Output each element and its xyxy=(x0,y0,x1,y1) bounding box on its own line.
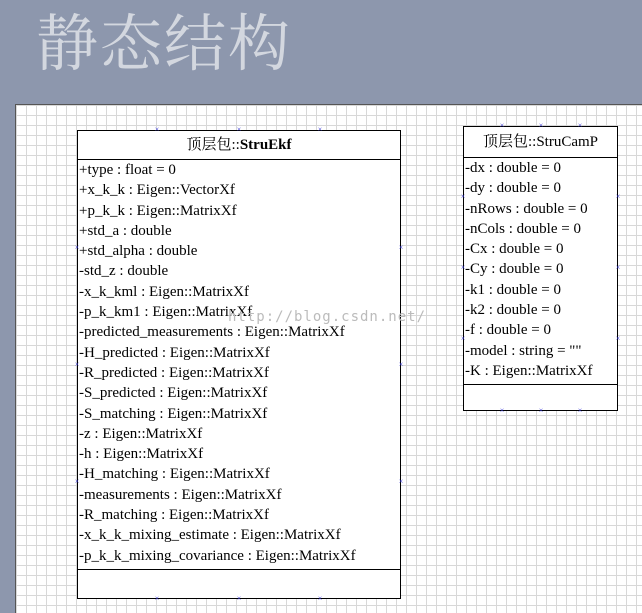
connection-handle-icon[interactable]: × xyxy=(499,121,505,130)
connection-handle-icon[interactable]: × xyxy=(460,192,466,201)
attribute-row[interactable]: -nRows : double = 0 xyxy=(465,200,588,217)
connection-handle-icon[interactable]: × xyxy=(236,594,242,603)
attribute-row[interactable]: -S_predicted : Eigen::MatrixXf xyxy=(79,385,268,402)
watermark-text: http://blog.csdn.net/ xyxy=(228,309,427,325)
attribute-row[interactable]: -f : double = 0 xyxy=(465,322,551,339)
connection-handle-icon[interactable]: × xyxy=(398,243,404,252)
connection-handle-icon[interactable]: × xyxy=(538,121,544,130)
connection-handle-icon[interactable]: × xyxy=(499,406,505,415)
attribute-compartment xyxy=(464,157,617,384)
class-name: StruEkf xyxy=(239,137,292,153)
scope-separator: :: xyxy=(527,134,537,150)
attribute-row[interactable]: -x_k_kml : Eigen::MatrixXf xyxy=(79,283,249,300)
class-box-struekf[interactable] xyxy=(77,130,401,599)
attribute-row[interactable]: -R_predicted : Eigen::MatrixXf xyxy=(79,364,269,381)
connection-handle-icon[interactable]: × xyxy=(236,125,242,134)
attribute-row[interactable]: -dx : double = 0 xyxy=(465,160,561,176)
connection-handle-icon[interactable]: × xyxy=(74,477,80,486)
class-name-struekf xyxy=(78,131,400,159)
attribute-row[interactable]: -k2 : double = 0 xyxy=(465,302,561,319)
connection-handle-icon[interactable]: × xyxy=(615,192,621,201)
attribute-row[interactable]: -Cy : double = 0 xyxy=(465,261,564,278)
connection-handle-icon[interactable]: × xyxy=(615,334,621,343)
attribute-row[interactable]: -x_k_k_mixing_estimate : Eigen::MatrixXf xyxy=(79,527,341,544)
connection-handle-icon[interactable]: × xyxy=(154,594,160,603)
attribute-row[interactable]: -nCols : double = 0 xyxy=(465,220,581,237)
class-name-strucamp xyxy=(464,127,617,157)
attribute-row[interactable]: -predicted_measurements : Eigen::MatrixXf xyxy=(79,324,345,341)
attribute-row[interactable]: -model : string = "" xyxy=(465,342,582,359)
connection-handle-icon[interactable]: × xyxy=(398,360,404,369)
connection-handle-icon[interactable]: × xyxy=(74,360,80,369)
connection-handle-icon[interactable]: × xyxy=(460,263,466,272)
attribute-row[interactable]: -h : Eigen::MatrixXf xyxy=(79,446,204,463)
connection-handle-icon[interactable]: × xyxy=(317,125,323,134)
diagram-title: 静态结构 xyxy=(36,7,293,80)
connection-handle-icon[interactable]: × xyxy=(538,406,544,415)
attribute-row[interactable]: +std_alpha : double xyxy=(79,243,198,260)
attribute-row[interactable]: -std_z : double xyxy=(79,263,169,280)
attribute-row[interactable]: -K : Eigen::MatrixXf xyxy=(465,362,593,379)
connection-handle-icon[interactable]: × xyxy=(460,334,466,343)
attribute-row[interactable]: -dy : double = 0 xyxy=(465,180,561,197)
attribute-row[interactable]: -p_k_km1 : Eigen::MatrixXf xyxy=(79,304,253,321)
class-box-strucamp[interactable] xyxy=(463,126,618,411)
attribute-compartment xyxy=(78,159,400,569)
attribute-row[interactable]: +std_a : double xyxy=(79,222,172,239)
scope-separator: :: xyxy=(231,137,240,153)
connection-handle-icon[interactable]: × xyxy=(317,594,323,603)
connection-handle-icon[interactable]: × xyxy=(577,406,583,415)
attribute-row[interactable]: -measurements : Eigen::MatrixXf xyxy=(79,486,282,503)
attribute-row[interactable]: +p_k_k : Eigen::MatrixXf xyxy=(79,202,237,219)
attribute-row[interactable]: +type : float = 0 xyxy=(79,162,176,178)
connection-handle-icon[interactable]: × xyxy=(74,243,80,252)
attribute-row[interactable]: -R_matching : Eigen::MatrixXf xyxy=(79,507,269,524)
package-name: 顶层包 xyxy=(186,137,232,153)
package-name: 顶层包 xyxy=(482,134,528,150)
attribute-row[interactable]: -H_matching : Eigen::MatrixXf xyxy=(79,466,270,483)
connection-handle-icon[interactable]: × xyxy=(398,477,404,486)
attribute-row[interactable]: -Cx : double = 0 xyxy=(465,241,564,258)
connection-handle-icon[interactable]: × xyxy=(154,125,160,134)
connection-handle-icon[interactable]: × xyxy=(615,263,621,272)
diagram-header xyxy=(0,0,642,104)
connection-handle-icon[interactable]: × xyxy=(577,121,583,130)
attribute-row[interactable]: -H_predicted : Eigen::MatrixXf xyxy=(79,344,270,361)
attribute-row[interactable]: -p_k_k_mixing_covariance : Eigen::MatrixXf xyxy=(79,547,356,564)
attribute-row[interactable]: -k1 : double = 0 xyxy=(465,281,561,298)
attribute-row[interactable]: -S_matching : Eigen::MatrixXf xyxy=(79,405,268,422)
attribute-row[interactable]: +x_k_k : Eigen::VectorXf xyxy=(79,182,235,199)
class-name: StruCamP xyxy=(536,134,599,150)
attribute-row[interactable]: -z : Eigen::MatrixXf xyxy=(79,425,203,442)
